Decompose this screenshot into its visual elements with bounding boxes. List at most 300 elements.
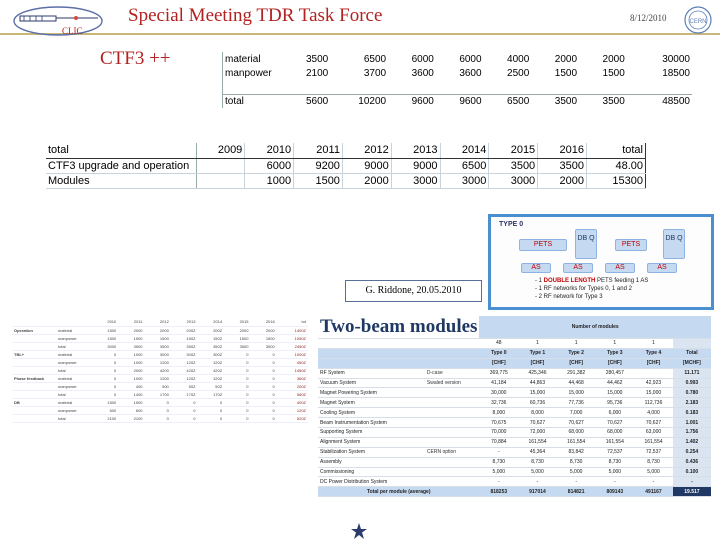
row-label: manpower [56, 358, 92, 366]
spacer-cell [318, 339, 479, 349]
value-cell: 3000 [440, 173, 489, 188]
value-cell: 0 [250, 382, 276, 390]
table-row [12, 398, 308, 406]
value-cell: 161,554 [634, 437, 673, 447]
group-label [12, 358, 56, 366]
count-cell: 48 [479, 339, 518, 349]
author-caption: G. Riddone, 20.05.2010 [345, 280, 482, 302]
value-cell: 9200 [294, 158, 343, 173]
value-cell: 6000 [411, 53, 434, 65]
value-cell: 8,730 [634, 457, 673, 467]
value-cell: 5,000 [634, 467, 673, 477]
row-label: Stabilization System [318, 447, 425, 457]
row-note [425, 408, 480, 418]
value-cell: 8,000 [479, 408, 518, 418]
total-cell: 818253 [479, 487, 518, 497]
table-row [318, 457, 711, 467]
value-cell: 1050Z [277, 334, 308, 342]
row-note [425, 428, 480, 438]
value-cell: 1500 [554, 67, 578, 79]
value-cell: 18500 [662, 67, 690, 79]
table-row [318, 368, 711, 378]
table-row [12, 358, 308, 366]
value-cell: 68,000 [557, 428, 596, 438]
column-header: 2015 [489, 143, 538, 158]
value-cell: 7,000 [557, 408, 596, 418]
row-note [425, 388, 480, 398]
value-cell: 4000 [507, 53, 530, 65]
value-cell: 5,000 [557, 467, 596, 477]
row-label: total [46, 143, 196, 158]
value-cell: 0 [250, 350, 276, 358]
row-note: Swaled version [425, 378, 480, 388]
diagram-notes [535, 277, 648, 301]
row-label: manpower [56, 334, 92, 342]
row-label: material [56, 326, 92, 334]
value-cell: 2000 [224, 326, 250, 334]
table-row [12, 382, 308, 390]
value-cell: 1700 [145, 390, 171, 398]
value-cell: 0 [224, 358, 250, 366]
row-note [425, 398, 480, 408]
value-cell: 400 [118, 382, 144, 390]
value-cell: 0 [145, 406, 171, 414]
total-cell: 809143 [595, 487, 634, 497]
column-header: 2012 [342, 143, 391, 158]
value-cell: 2000 [342, 173, 391, 188]
count-cell [673, 339, 711, 349]
value-cell: 300Z [198, 350, 225, 358]
value-cell: 291,382 [557, 368, 596, 378]
column-header: 2010 [245, 143, 294, 158]
value-cell: 1200 [145, 358, 171, 366]
value-cell [531, 80, 579, 94]
row-label: Commissioning [318, 467, 425, 477]
date-label: 8/12/2010 [630, 13, 667, 23]
table-row [318, 467, 711, 477]
value-cell: 369,775 [479, 368, 518, 378]
value-cell: 0.183 [673, 408, 711, 418]
value-cell: 32,736 [479, 398, 518, 408]
table-row [318, 316, 711, 339]
value-cell: 30000 [662, 53, 690, 65]
value-cell: 42,923 [634, 378, 673, 388]
value-cell: 600 [92, 406, 118, 414]
column-header: Type 1 [518, 348, 557, 358]
value-cell [627, 52, 634, 66]
table-row [318, 418, 711, 428]
value-cell: 30,000 [479, 388, 518, 398]
table-row [12, 406, 308, 414]
count-cell: 1 [595, 339, 634, 349]
column-header: 2016 [538, 143, 587, 158]
row-label: material [225, 53, 261, 65]
column-header: tot [277, 318, 308, 326]
table-row [12, 390, 308, 398]
as-box: AS [521, 263, 551, 273]
table-row [12, 326, 308, 334]
value-cell: 161,554 [518, 437, 557, 447]
value-cell: 0.993 [673, 378, 711, 388]
value-cell: 500 [145, 382, 171, 390]
value-cell: 1500 [118, 334, 144, 342]
row-label: Alignment System [318, 437, 425, 447]
value-cell: 120Z [171, 374, 198, 382]
table-row [12, 334, 308, 342]
value-cell: 0 [224, 406, 250, 414]
value-cell: 6,000 [595, 408, 634, 418]
value-cell: 400Z [277, 398, 308, 406]
value-cell: - [673, 477, 711, 487]
table-row [12, 414, 308, 422]
value-cell: 2500 [507, 67, 530, 79]
value-cell: 161,554 [595, 437, 634, 447]
value-cell: 1200 [145, 374, 171, 382]
value-cell: 68,000 [595, 428, 634, 438]
diagram-note: - 1 DOUBLE LENGTH PETS feeding 1 AS [535, 278, 649, 284]
value-cell: 1000 [118, 350, 144, 358]
value-cell: 520Z [277, 414, 308, 422]
table-row [318, 408, 711, 418]
table-row [318, 348, 711, 358]
value-cell: 200Z [198, 326, 225, 334]
value-cell: 45,364 [518, 447, 557, 457]
value-cell: 72,000 [518, 428, 557, 438]
table-row [12, 366, 308, 374]
value-cell: 2000 [145, 326, 171, 334]
value-cell: 15,000 [634, 388, 673, 398]
value-cell: 2100 [118, 414, 144, 422]
row-note [425, 467, 480, 477]
phase-cost-table [12, 318, 308, 423]
value-cell: 8,730 [595, 457, 634, 467]
value-cell: 50Z [198, 382, 225, 390]
value-cell: 3500 [489, 158, 538, 173]
table-row [12, 318, 308, 326]
value-cell: 120Z [277, 406, 308, 414]
unit-header: [CHF] [557, 358, 596, 368]
value-cell: 2000 [554, 53, 578, 65]
value-cell: 1400 [118, 390, 144, 398]
row-label: material [56, 398, 92, 406]
page-title: Special Meeting TDR Task Force [128, 5, 383, 26]
value-cell: 0 [224, 382, 250, 390]
table-row [318, 428, 711, 438]
table-row [12, 350, 308, 358]
value-cell: 0 [250, 414, 276, 422]
spacer-cell [318, 358, 479, 368]
value-cell: 0.436 [673, 457, 711, 467]
value-cell [634, 368, 673, 378]
group-label [12, 406, 56, 414]
value-cell [484, 80, 532, 94]
value-cell: 2100 [92, 414, 118, 422]
value-cell [283, 80, 331, 94]
row-label [223, 80, 283, 94]
row-note: CERN option [425, 447, 480, 457]
unit-header: [CHF] [595, 358, 634, 368]
value-cell: 15300 [587, 173, 646, 188]
row-label: total [56, 414, 92, 422]
row-label: RF System [318, 368, 425, 378]
column-header: 2014 [440, 143, 489, 158]
value-cell: 360Z [277, 374, 308, 382]
two-beam-module-table [318, 316, 711, 497]
cost-summary-table [222, 52, 692, 108]
row-label: manpower [56, 382, 92, 390]
table-row [318, 437, 711, 447]
value-cell: 0 [171, 398, 198, 406]
value-cell: 3600 [411, 67, 434, 79]
value-cell: 2100 [305, 67, 329, 79]
group-label [12, 342, 56, 350]
value-cell: 9000 [391, 158, 440, 173]
value-cell: - [557, 477, 596, 487]
value-cell [627, 80, 634, 94]
value-cell: 95,736 [595, 398, 634, 408]
group-label: Phase feedback [12, 374, 56, 382]
table-row [318, 477, 711, 487]
value-cell: - [518, 477, 557, 487]
cost-by-year-table [46, 143, 646, 189]
value-cell: 0.780 [673, 388, 711, 398]
value-cell [634, 80, 692, 94]
table-row [223, 66, 693, 80]
row-label: manpower [56, 406, 92, 414]
table-row [12, 342, 308, 350]
value-cell: 1500 [92, 326, 118, 334]
value-cell: 15,000 [557, 388, 596, 398]
value-cell: 6500 [440, 158, 489, 173]
value-cell [627, 66, 634, 80]
value-cell: 8,000 [518, 408, 557, 418]
row-note [425, 437, 480, 447]
value-cell: 3500 [118, 342, 144, 350]
count-cell: 1 [634, 339, 673, 349]
value-cell: 0 [224, 398, 250, 406]
value-cell: 2000 [118, 326, 144, 334]
value-cell: 60,736 [518, 398, 557, 408]
value-cell: 170Z [198, 390, 225, 398]
db-quad-box: DB Q [663, 229, 685, 259]
value-cell: 9000 [342, 158, 391, 173]
unit-header: [CHF] [634, 358, 673, 368]
value-cell: 0 [250, 374, 276, 382]
value-cell: 450Z [277, 358, 308, 366]
unit-header: [MCHF] [673, 358, 711, 368]
value-cell: 3000 [145, 350, 171, 358]
table-row [223, 52, 693, 66]
row-label: total [56, 390, 92, 398]
value-cell: 120Z [198, 358, 225, 366]
value-cell: 420Z [171, 366, 198, 374]
value-cell: 1500 [250, 334, 276, 342]
row-label: Cooling System [318, 408, 425, 418]
value-cell: 44,468 [557, 378, 596, 388]
row-note: D-case [425, 368, 480, 378]
table-row [318, 388, 711, 398]
row-label: Assembly [318, 457, 425, 467]
group-label [12, 390, 56, 398]
value-cell [330, 80, 388, 94]
value-cell: 350Z [198, 342, 225, 350]
value-cell: 1.001 [673, 418, 711, 428]
value-cell: 0 [92, 382, 118, 390]
value-cell: 0 [250, 366, 276, 374]
value-cell: 420Z [198, 366, 225, 374]
value-cell: 70,884 [479, 437, 518, 447]
value-cell: 170Z [171, 390, 198, 398]
value-cell: 350Z [171, 342, 198, 350]
value-cell: 72,537 [634, 447, 673, 457]
group-label [12, 382, 56, 390]
value-cell: 3500 [538, 158, 587, 173]
value-cell: 3500 [531, 94, 579, 108]
value-cell: 15,000 [595, 388, 634, 398]
pets-layout-diagram [488, 214, 714, 310]
row-note [425, 457, 480, 467]
value-cell: 44,863 [518, 378, 557, 388]
as-box: AS [605, 263, 635, 273]
table-row [223, 94, 693, 108]
table-row [318, 487, 711, 497]
value-cell: - [634, 477, 673, 487]
value-cell: 41,184 [479, 378, 518, 388]
value-cell: 11.171 [673, 368, 711, 378]
value-cell: 0 [250, 406, 276, 414]
value-cell: 8,730 [479, 457, 518, 467]
value-cell: 0 [224, 374, 250, 382]
svg-text:CLIC: CLIC [62, 26, 83, 36]
value-cell: 44,462 [595, 378, 634, 388]
column-header: 2011 [294, 143, 343, 158]
pets-box: PETS [615, 239, 647, 251]
row-label: material [56, 374, 92, 382]
db-quad-box: DB Q [575, 229, 597, 259]
value-cell: 6500 [484, 94, 532, 108]
value-cell: 8,730 [518, 457, 557, 467]
value-cell: 2450Z [277, 342, 308, 350]
value-cell: 70,675 [479, 418, 518, 428]
diagram-note: - 1 RF networks for Types 0, 1 and 2 [535, 286, 632, 292]
value-cell: 6000 [245, 158, 294, 173]
value-cell: 0 [250, 358, 276, 366]
value-cell: 48.00 [587, 158, 646, 173]
value-cell [579, 80, 627, 94]
value-cell: 5,000 [595, 467, 634, 477]
value-cell: 150Z [171, 334, 198, 342]
group-label [12, 366, 56, 374]
value-cell: 1.402 [673, 437, 711, 447]
column-header: Type 3 [595, 348, 634, 358]
value-cell: 0 [224, 350, 250, 358]
value-cell: 600 [118, 406, 144, 414]
value-cell: 0 [250, 398, 276, 406]
value-cell: 63,000 [634, 428, 673, 438]
table-row [12, 374, 308, 382]
value-cell: 0 [171, 414, 198, 422]
as-box: AS [647, 263, 677, 273]
value-cell [436, 80, 484, 94]
value-cell: 6500 [363, 53, 387, 65]
column-header: Type 4 [634, 348, 673, 358]
diagram-type-label: TYPE 0 [499, 221, 524, 228]
value-cell: 48500 [634, 94, 692, 108]
table-row [223, 80, 693, 94]
value-cell: 70,627 [518, 418, 557, 428]
row-label: total [56, 366, 92, 374]
value-cell: 0.254 [673, 447, 711, 457]
value-cell: 3500 [305, 53, 329, 65]
value-cell: 1500 [602, 67, 625, 79]
column-header: 2009 [196, 143, 245, 158]
total-cell: 917014 [518, 487, 557, 497]
value-cell: 72,537 [595, 447, 634, 457]
value-cell: 3500 [250, 342, 276, 350]
column-header: 2011 [118, 318, 144, 326]
value-cell: 1.756 [673, 428, 711, 438]
column-header: 2013 [391, 143, 440, 158]
value-cell: 0 [198, 406, 225, 414]
as-box: AS [563, 263, 593, 273]
value-cell: - [479, 447, 518, 457]
table-row [46, 173, 646, 188]
table-row [318, 398, 711, 408]
value-cell: 1000 [245, 173, 294, 188]
total-cell: 491167 [634, 487, 673, 497]
section-title: CTF3 ++ [100, 48, 171, 69]
column-header: 2013 [171, 318, 198, 326]
value-cell: 161,554 [557, 437, 596, 447]
value-cell: 3000 [92, 342, 118, 350]
value-cell: 2000 [250, 326, 276, 334]
value-cell: 9600 [436, 94, 484, 108]
slide-ornament-icon [351, 523, 367, 539]
value-cell: 3000 [489, 173, 538, 188]
value-cell: - [595, 477, 634, 487]
row-label: Vacuum System [318, 378, 425, 388]
row-label: Magnet Powering System [318, 388, 425, 398]
value-cell: 0 [224, 366, 250, 374]
value-cell: 120Z [171, 358, 198, 366]
value-cell: 3600 [459, 67, 482, 79]
value-cell: 0 [250, 390, 276, 398]
svg-text:CERN: CERN [689, 19, 707, 25]
value-cell: 150Z [198, 334, 225, 342]
column-header: 2015 [224, 318, 250, 326]
value-cell: 5,000 [518, 467, 557, 477]
column-header: Type 0 [479, 348, 518, 358]
value-cell: 1450Z [277, 366, 308, 374]
unit-header: [CHF] [479, 358, 518, 368]
value-cell [196, 158, 245, 173]
value-cell: 3700 [363, 67, 387, 79]
table-row [46, 143, 646, 158]
value-cell: 0 [145, 414, 171, 422]
value-cell: 560Z [277, 390, 308, 398]
row-label: Supporting System [318, 428, 425, 438]
value-cell [627, 94, 634, 108]
row-label: total [56, 342, 92, 350]
value-cell: 0 [224, 390, 250, 398]
value-cell: 425,346 [518, 368, 557, 378]
column-header: 2014 [198, 318, 225, 326]
value-cell: 0 [145, 398, 171, 406]
row-label: Beam Instrumentation System [318, 418, 425, 428]
value-cell: 4200 [145, 366, 171, 374]
value-cell: 3500 [579, 94, 627, 108]
clic-logo [6, 4, 106, 38]
